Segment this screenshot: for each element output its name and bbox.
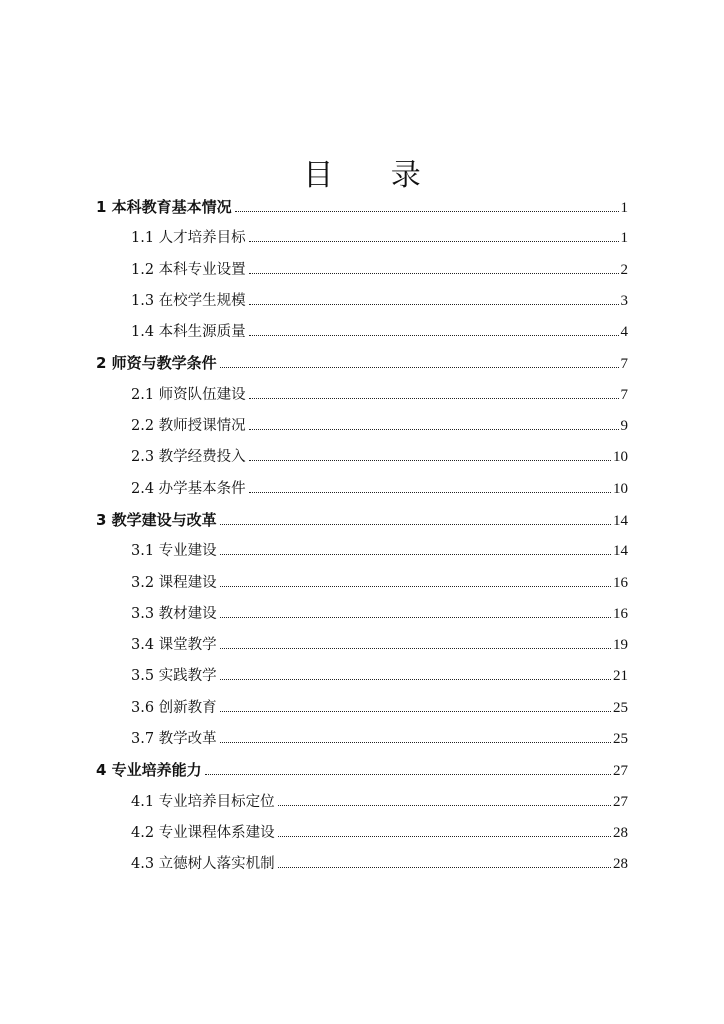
toc-section-row[interactable] [96,570,628,601]
toc-leader-dots [249,240,619,242]
toc-entry-label: 4.1 专业培养目标定位 [131,793,275,810]
toc-section-row[interactable] [96,413,628,444]
toc-page-number: 28 [613,856,628,873]
toc-chapter-row[interactable] [96,507,628,538]
toc-entry-label: 4.3 立德树人落实机制 [131,856,275,873]
toc-list [96,194,628,883]
toc-page-number: 27 [613,763,628,780]
toc-entry-label: 3 教学建设与改革 [96,510,217,529]
toc-page-number: 4 [620,324,628,341]
toc-section-row[interactable] [96,225,628,256]
toc-page-number: 28 [613,824,628,841]
toc-page-number: 16 [613,574,628,591]
toc-leader-dots [220,366,619,368]
toc-page-number: 25 [613,731,628,748]
toc-entry-label: 3.5 实践教学 [131,668,217,685]
toc-leader-dots [220,647,611,649]
toc-page-number: 1 [620,230,628,247]
toc-leader-dots [249,303,619,305]
toc-entry-label: 3.1 专业建设 [131,543,217,560]
toc-page-number: 25 [613,699,628,716]
toc-entry-label: 1 本科教育基本情况 [96,198,232,216]
toc-page-number: 7 [620,356,628,373]
toc-entry-label: 3.6 创新教育 [131,699,217,716]
toc-section-row[interactable] [96,444,628,475]
toc-page-number: 16 [613,605,628,622]
toc-leader-dots [220,741,611,743]
toc-leader-dots [249,459,611,461]
toc-section-row[interactable] [96,820,628,851]
toc-entry-label: 3.2 课程建设 [131,574,217,591]
toc-chapter-row[interactable] [96,350,628,381]
toc-leader-dots [220,710,611,712]
toc-entry-label: 2.4 办学基本条件 [131,480,246,497]
toc-section-row[interactable] [96,257,628,288]
toc-section-row[interactable] [96,789,628,820]
toc-page-number: 21 [613,668,628,685]
toc-section-row[interactable] [96,632,628,663]
toc-page-number: 14 [613,543,628,560]
toc-entry-label: 4 专业培养能力 [96,761,202,780]
toc-leader-dots [220,678,611,680]
toc-leader-dots [249,397,619,399]
toc-section-row[interactable] [96,319,628,350]
toc-title: 目 录 [303,158,445,193]
toc-entry-label: 3.7 教学改革 [131,731,217,748]
toc-section-row[interactable] [96,476,628,507]
toc-section-row[interactable] [96,382,628,413]
toc-section-row[interactable] [96,695,628,726]
toc-entry-label: 2.1 师资队伍建设 [131,386,246,403]
toc-entry-label: 2.3 教学经费投入 [131,449,246,466]
toc-leader-dots [249,272,619,274]
toc-entry-label: 2.2 教师授课情况 [131,418,246,435]
toc-leader-dots [220,616,611,618]
toc-entry-label: 3.3 教材建设 [131,605,217,622]
toc-page-number: 19 [613,637,628,654]
toc-page-number: 3 [620,292,628,309]
toc-leader-dots [249,428,619,430]
toc-section-row[interactable] [96,288,628,319]
toc-entry-label: 1.2 本科专业设置 [131,261,246,278]
toc-page-number: 1 [620,200,628,216]
toc-entry-label: 4.2 专业课程体系建设 [131,824,275,841]
toc-section-row[interactable] [96,601,628,632]
toc-page-number: 27 [613,793,628,810]
toc-leader-dots [249,334,619,336]
toc-page-number: 2 [620,261,628,278]
toc-entry-label: 1.3 在校学生规模 [131,292,246,309]
toc-leader-dots [249,491,611,493]
toc-leader-dots [220,585,611,587]
toc-section-row[interactable] [96,851,628,882]
toc-chapter-row[interactable] [96,194,628,225]
toc-section-row[interactable] [96,538,628,569]
toc-leader-dots [235,210,619,212]
toc-page-number: 10 [613,480,628,497]
toc-leader-dots [278,835,611,837]
toc-leader-dots [278,866,611,868]
toc-entry-label: 3.4 课堂教学 [131,637,217,654]
toc-section-row[interactable] [96,663,628,694]
toc-page-number: 7 [620,386,628,403]
toc-page-number: 10 [613,449,628,466]
toc-leader-dots [220,553,611,555]
toc-leader-dots [278,804,611,806]
toc-page-number: 9 [620,418,628,435]
toc-section-row[interactable] [96,726,628,757]
toc-entry-label: 1.1 人才培养目标 [131,230,246,247]
toc-leader-dots [220,523,611,525]
toc-entry-label: 2 师资与教学条件 [96,354,217,373]
toc-entry-label: 1.4 本科生源质量 [131,324,246,341]
toc-chapter-row[interactable] [96,757,628,788]
toc-leader-dots [205,773,611,775]
toc-page-number: 14 [613,512,628,529]
